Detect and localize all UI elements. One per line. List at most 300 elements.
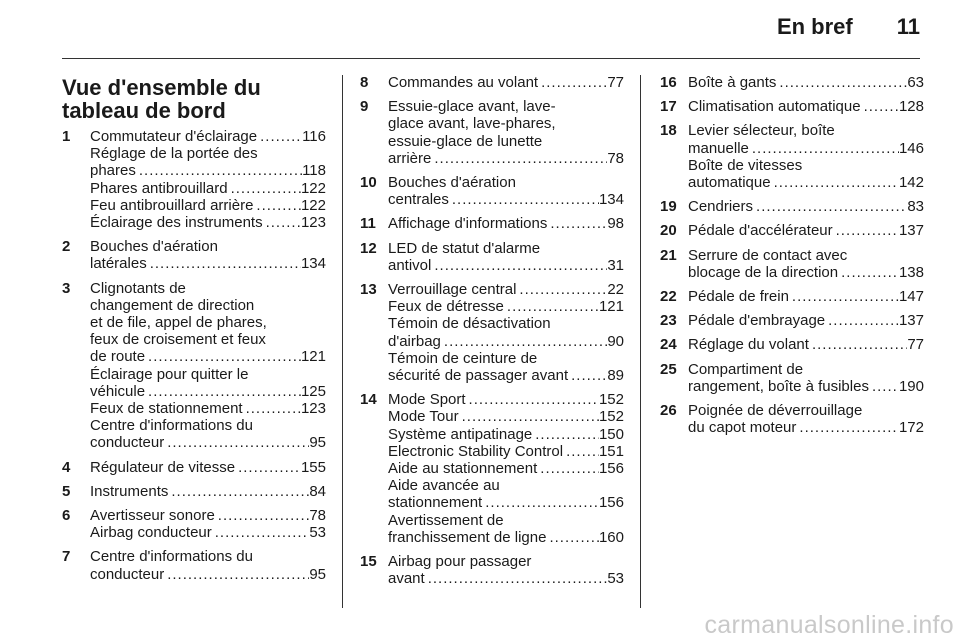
entry-text: et de file, appel de phares, [90, 314, 267, 332]
entry-text: manuelle [688, 139, 749, 157]
entry-number: 9 [360, 98, 369, 116]
index-entry [360, 240, 624, 274]
entry-number: 14 [360, 391, 377, 409]
page-reference: 89 [607, 367, 624, 385]
index-entry [360, 553, 624, 587]
entry-number: 4 [62, 458, 71, 476]
dot-leader [516, 281, 607, 298]
entry-number: 10 [360, 174, 377, 192]
entry-lines [688, 402, 924, 436]
entry-lines [388, 281, 624, 384]
dot-leader [568, 367, 607, 384]
page-header [777, 14, 920, 40]
entry-text: blocage de la direction [688, 263, 839, 281]
dot-leader [168, 483, 309, 500]
entry-line [90, 400, 326, 417]
entry-text: conducteur [90, 434, 165, 452]
dot-leader [431, 257, 607, 274]
entry-line [90, 162, 326, 179]
entry-line [688, 419, 924, 436]
page-reference: 118 [302, 162, 326, 180]
column-divider [640, 75, 641, 608]
page-reference: 152 [598, 408, 624, 426]
entry-line [90, 238, 326, 255]
index-entry [660, 402, 924, 436]
entry-text: Phares antibrouillard [90, 179, 228, 197]
entry-lines [388, 74, 624, 91]
dot-leader [215, 507, 310, 524]
entry-lines [688, 98, 924, 115]
index-entry [62, 128, 326, 231]
entry-text: Système antipatinage [388, 425, 533, 443]
entry-line [388, 426, 624, 443]
entry-line [688, 336, 924, 353]
index-entry [62, 483, 326, 500]
page-reference: 151 [598, 442, 624, 460]
entry-lines [90, 548, 326, 582]
entry-number: 13 [360, 281, 377, 299]
entry-text: Réglage de la portée des [90, 145, 258, 163]
entry-line [388, 553, 624, 570]
entry-line [688, 402, 924, 419]
entry-lines [688, 247, 924, 281]
entry-text: Avertisseur sonore [90, 507, 215, 525]
page-reference: 78 [607, 149, 624, 167]
entry-line [688, 222, 924, 239]
dot-leader [164, 434, 309, 451]
dot-leader [504, 298, 599, 315]
entry-line [688, 74, 924, 91]
entry-line [688, 198, 924, 215]
dot-leader [253, 197, 301, 214]
dot-leader [537, 460, 599, 477]
entry-line [688, 312, 924, 329]
entry-text: Réglage du volant [688, 336, 809, 354]
dot-leader [147, 255, 301, 272]
page-reference: 98 [607, 215, 624, 233]
entry-line [90, 417, 326, 434]
entry-line [90, 297, 326, 314]
page-reference: 77 [607, 74, 624, 91]
dot-leader [228, 180, 301, 197]
entry-line [688, 288, 924, 305]
dot-leader [771, 174, 899, 191]
dot-leader [263, 214, 301, 231]
page-title [62, 76, 326, 122]
entry-lines [688, 312, 924, 329]
entry-text: Instruments [90, 482, 169, 500]
dot-leader [145, 348, 301, 365]
index-entry [62, 238, 326, 272]
entry-lines [688, 288, 924, 305]
dot-leader [547, 215, 607, 232]
entry-number: 15 [360, 553, 377, 571]
header-rule [62, 58, 920, 59]
entry-text: franchissement de ligne [388, 528, 547, 546]
entry-number: 24 [660, 336, 677, 354]
entry-number: 16 [660, 74, 677, 91]
page-reference: 22 [607, 281, 624, 299]
index-entry [360, 74, 624, 91]
section-title: En bref [776, 14, 853, 39]
entry-line [90, 548, 326, 565]
entry-text: automatique [688, 174, 771, 192]
entry-number: 3 [62, 279, 71, 297]
entry-text: sécurité de passager avant [388, 367, 569, 385]
entry-line [388, 150, 624, 167]
page-reference: 116 [302, 128, 326, 145]
entry-line [90, 280, 326, 297]
entry-text: antivol [388, 256, 432, 274]
page-reference: 146 [898, 139, 924, 157]
page-reference: 152 [598, 391, 624, 409]
entry-line [90, 314, 326, 331]
dot-leader [212, 524, 310, 541]
entry-line [388, 460, 624, 477]
page-reference: 121 [300, 348, 326, 366]
entry-lines [90, 483, 326, 500]
page-reference: 122 [300, 179, 326, 197]
entry-line [688, 122, 924, 139]
index-entry [660, 247, 924, 281]
entry-text: du capot moteur [688, 419, 797, 437]
entry-text: Témoin de ceinture de [388, 349, 538, 367]
entry-line [388, 529, 624, 546]
dot-leader [833, 222, 899, 239]
entry-line [90, 348, 326, 365]
entry-text: centrales [388, 191, 449, 209]
entry-lines [688, 74, 924, 91]
entry-text: Aide avancée au [388, 477, 500, 495]
entry-line [388, 240, 624, 257]
entry-lines [388, 240, 624, 274]
entry-text: Aide au stationnement [388, 460, 538, 478]
entry-line [388, 174, 624, 191]
entry-line [90, 459, 326, 476]
index-entry [62, 507, 326, 541]
entry-text: Boîte à gants [688, 74, 777, 91]
entry-line [688, 140, 924, 157]
entry-line [90, 566, 326, 583]
page-reference: 137 [898, 312, 924, 330]
entry-line [90, 128, 326, 145]
entry-text: feux de croisement et feux [90, 331, 266, 349]
entry-number: 26 [660, 402, 677, 420]
page-number: 11 [896, 14, 920, 39]
entry-line [688, 157, 924, 174]
entry-number: 21 [660, 246, 677, 264]
entry-line [688, 378, 924, 395]
entry-line [90, 331, 326, 348]
watermark: carmanualsonline.info [704, 611, 954, 639]
dot-leader [235, 459, 301, 476]
entry-text: Serrure de contact avec [688, 246, 848, 264]
dot-leader [466, 391, 599, 408]
page-reference: 90 [607, 332, 624, 350]
entry-line [90, 255, 326, 272]
entry-line [388, 333, 624, 350]
page-reference: 53 [607, 570, 624, 588]
index-entry [62, 459, 326, 476]
entry-lines [388, 553, 624, 587]
entry-number: 22 [660, 288, 677, 306]
entry-text: Bouches d'aération [90, 238, 218, 256]
entry-line [90, 507, 326, 524]
entry-number: 1 [62, 128, 71, 145]
page-reference: 63 [907, 74, 924, 91]
page-reference: 134 [598, 191, 624, 209]
page-reference: 156 [598, 460, 624, 478]
entry-text: Poignée de déverrouillage [688, 402, 863, 420]
dot-leader [809, 336, 907, 353]
dot-leader [796, 419, 899, 436]
entry-text: Pédale de frein [688, 288, 789, 306]
entry-text: Feux de détresse [388, 298, 504, 316]
entry-text: de route [90, 348, 146, 366]
entry-number: 23 [660, 312, 677, 330]
dot-leader [838, 264, 899, 281]
entry-line [388, 494, 624, 511]
page-reference: 122 [300, 196, 326, 214]
entry-text: LED de statut d'alarme [388, 239, 541, 257]
entry-number: 11 [360, 215, 376, 233]
entry-line [90, 366, 326, 383]
entry-line [90, 524, 326, 541]
entry-number: 8 [360, 74, 369, 91]
index-entry [660, 198, 924, 215]
entry-line [688, 247, 924, 264]
page-reference: 137 [898, 222, 924, 240]
entry-text: latérales [90, 255, 147, 273]
entry-line [388, 257, 624, 274]
page-reference: 121 [598, 298, 624, 316]
index-entry [660, 222, 924, 239]
entry-lines [90, 459, 326, 476]
entry-text: Feu antibrouillard arrière [90, 196, 254, 214]
entry-number: 2 [62, 238, 71, 256]
entry-number: 17 [660, 98, 677, 116]
entry-lines [388, 174, 624, 208]
entry-text: conducteur [90, 565, 165, 583]
entry-line [90, 483, 326, 500]
column-2 [360, 74, 624, 594]
index-entry [360, 391, 624, 546]
entry-lines [688, 361, 924, 395]
entry-line [388, 367, 624, 384]
entry-line [90, 180, 326, 197]
entry-line [388, 98, 624, 115]
entry-text: Éclairage des instruments [90, 214, 263, 232]
entry-line [90, 197, 326, 214]
entry-line [388, 477, 624, 494]
page-title-line-1: Vue d'ensemble du [62, 75, 261, 100]
entry-text: Airbag conducteur [90, 524, 212, 542]
entry-line [388, 115, 624, 132]
entry-text: Pédale d'embrayage [688, 312, 826, 330]
entry-text: Pédale d'accélérateur [688, 222, 833, 240]
dot-leader [441, 333, 607, 350]
entry-lines [388, 215, 624, 232]
entry-text: Témoin de désactivation [388, 315, 551, 333]
entry-line [90, 214, 326, 231]
entry-text: stationnement [388, 494, 483, 512]
entry-lines [90, 280, 326, 452]
entry-text: arrière [388, 149, 432, 167]
entry-text: Clignotants de [90, 279, 186, 297]
entry-number: 7 [62, 548, 71, 566]
entry-text: Boîte de vitesses [688, 156, 803, 174]
entry-number: 19 [660, 198, 677, 216]
entry-list [62, 128, 326, 583]
entry-line [688, 264, 924, 281]
entry-text: Éclairage pour quitter le [90, 365, 249, 383]
entry-lines [688, 222, 924, 239]
dot-leader [753, 198, 907, 215]
page-reference: 31 [607, 256, 624, 274]
dot-leader [482, 494, 599, 511]
page-reference: 128 [898, 98, 924, 116]
index-entry [360, 174, 624, 208]
entry-text: Climatisation automatique [688, 98, 861, 116]
dot-leader [563, 443, 599, 460]
entry-text: glace avant, lave-phares, [388, 115, 556, 133]
entry-number: 20 [660, 222, 677, 240]
dot-leader [431, 150, 607, 167]
page-title-line-2: tableau de bord [62, 98, 226, 123]
entry-lines [90, 238, 326, 272]
entry-text: d'airbag [388, 332, 441, 350]
entry-text: Commutateur d'éclairage [90, 128, 258, 145]
entry-line [388, 391, 624, 408]
entry-text: Bouches d'aération [388, 174, 516, 192]
index-entry [660, 122, 924, 191]
dot-leader [789, 288, 899, 305]
entry-line [388, 408, 624, 425]
dot-leader [861, 98, 899, 115]
column-1 [62, 74, 326, 590]
index-entry [360, 215, 624, 232]
entry-line [688, 174, 924, 191]
page-reference: 95 [309, 565, 326, 583]
entry-text: Airbag pour passager [388, 553, 532, 571]
entry-text: Levier sélecteur, boîte [688, 122, 835, 140]
page-reference: 156 [598, 494, 624, 512]
page-reference: 84 [309, 482, 326, 500]
page-reference: 53 [309, 524, 326, 542]
dot-leader [749, 140, 899, 157]
dot-leader [532, 426, 599, 443]
index-entry [62, 280, 326, 452]
index-entry [360, 98, 624, 167]
entry-line [388, 350, 624, 367]
page-reference: 125 [300, 382, 326, 400]
entry-line [388, 191, 624, 208]
dot-leader [869, 378, 899, 395]
entry-text: Feux de stationnement [90, 400, 243, 418]
page-reference: 134 [300, 255, 326, 273]
page-reference: 147 [898, 288, 924, 306]
dot-leader [425, 570, 608, 587]
entry-number: 18 [660, 122, 677, 140]
entry-number: 25 [660, 360, 677, 378]
entry-text: Verrouillage central [388, 281, 517, 299]
entry-text: Mode Tour [388, 408, 459, 426]
entry-text: avant [388, 570, 425, 588]
dot-leader [449, 191, 599, 208]
entry-line [388, 281, 624, 298]
entry-text: Centre d'informations du [90, 417, 253, 435]
entry-text: rangement, boîte à fusibles [688, 377, 869, 395]
entry-line [688, 361, 924, 378]
entry-lines [688, 198, 924, 215]
entry-text: Régulateur de vitesse [90, 458, 236, 476]
dot-leader [145, 383, 301, 400]
page-reference: 160 [598, 528, 624, 546]
entry-text: phares [90, 162, 136, 180]
entry-line [90, 145, 326, 162]
entry-line [90, 434, 326, 451]
dot-leader [136, 162, 302, 179]
index-entry [660, 288, 924, 305]
entry-list [360, 74, 624, 587]
entry-text: Commandes au volant [388, 74, 539, 91]
entry-lines [388, 98, 624, 167]
entry-line [388, 443, 624, 460]
column-divider [342, 75, 343, 608]
entry-line [388, 74, 624, 91]
entry-line [688, 98, 924, 115]
page-reference: 155 [300, 458, 326, 476]
entry-line [388, 512, 624, 529]
entry-text: Affichage d'informations [388, 215, 548, 233]
index-entry [62, 548, 326, 582]
dot-leader [825, 312, 899, 329]
page-reference: 77 [907, 336, 924, 354]
index-entry [360, 281, 624, 384]
entry-number: 5 [62, 482, 71, 500]
entry-line [388, 133, 624, 150]
page-reference: 190 [898, 377, 924, 395]
entry-lines [90, 128, 326, 231]
dot-leader [459, 408, 599, 425]
entry-line [388, 570, 624, 587]
entry-lines [388, 391, 624, 546]
entry-text: Electronic Stability Control [388, 442, 564, 460]
dot-leader [164, 566, 309, 583]
entry-text: Compartiment de [688, 360, 804, 378]
entry-number: 6 [62, 507, 71, 525]
page-reference: 138 [898, 263, 924, 281]
entry-text: Essuie-glace avant, lave- [388, 98, 556, 116]
page-reference: 95 [309, 434, 326, 452]
index-entry [660, 312, 924, 329]
entry-lines [688, 122, 924, 191]
index-entry [660, 74, 924, 91]
entry-lines [90, 507, 326, 541]
page-reference: 142 [898, 174, 924, 192]
entry-line [90, 383, 326, 400]
page-reference: 172 [898, 419, 924, 437]
entry-text: changement de direction [90, 296, 255, 314]
dot-leader [243, 400, 301, 417]
dot-leader [776, 74, 907, 91]
page-reference: 123 [300, 214, 326, 232]
dot-leader [538, 74, 607, 91]
entry-line [388, 298, 624, 315]
index-entry [660, 361, 924, 395]
entry-line [388, 315, 624, 332]
entry-text: Centre d'informations du [90, 548, 253, 566]
